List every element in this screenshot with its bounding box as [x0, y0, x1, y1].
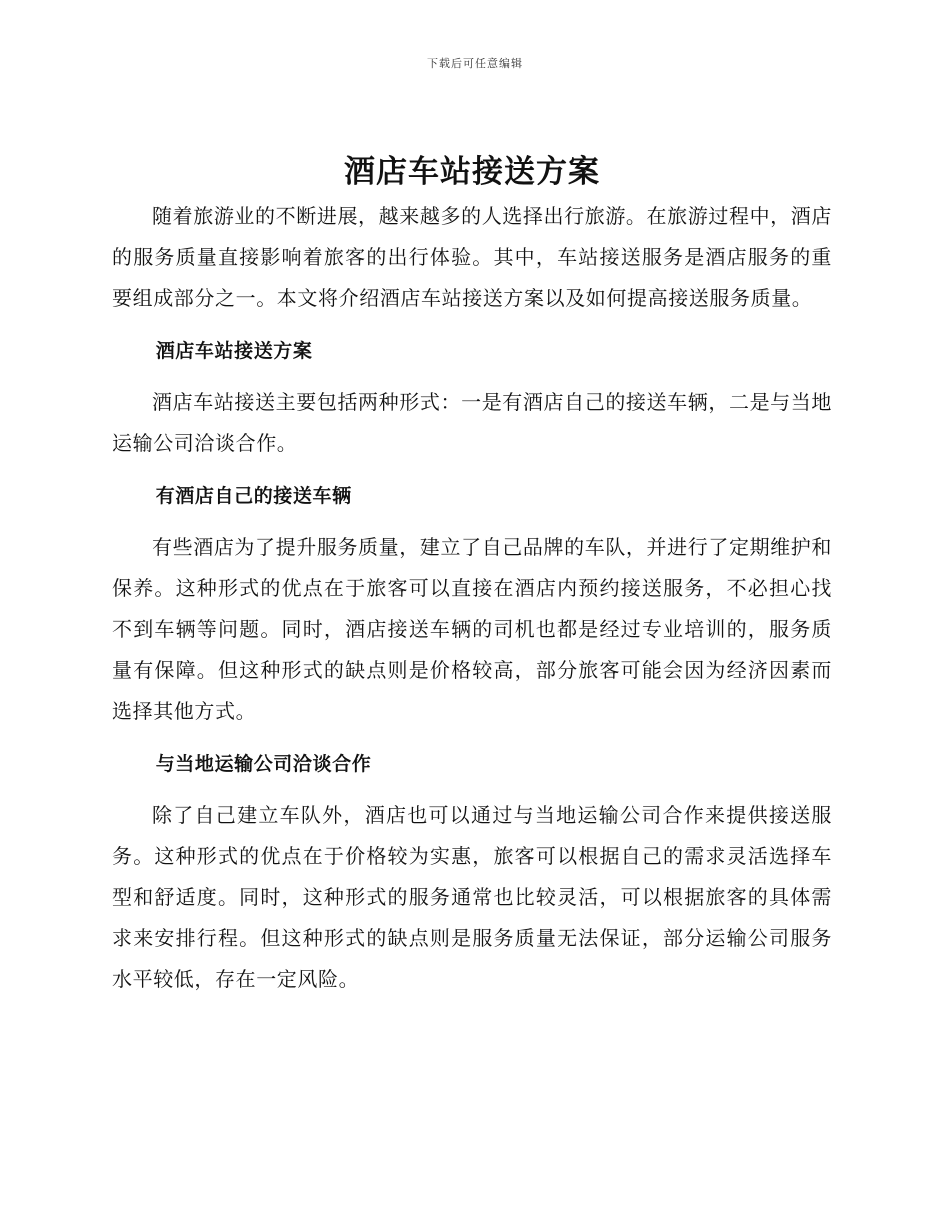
document-body	[112, 148, 832, 1000]
section-body-plan: 酒店车站接送主要包括两种形式：一是有酒店自己的接送车辆，二是与当地运输公司洽谈合作。	[112, 390, 832, 455]
intro-paragraph: 随着旅游业的不断进展，越来越多的人选择出行旅游。在旅游过程中，酒店的服务质量直接影响着旅客的出行体验。其中，车站接送服务是酒店服务的重要组成部分之一。本文将介绍酒店车站接送方案以及如何提高接送服务质量。	[112, 204, 832, 310]
section-heading-cooperation: 与当地运输公司洽谈合作	[155, 753, 372, 775]
section-body-own-vehicles: 有些酒店为了提升服务质量，建立了自己品牌的车队，并进行了定期维护和保养。这种形式的优点在于旅客可以直接在酒店内预约接送服务，不必担心找不到车辆等问题。同时，酒店接送车辆的司机也都是经过专业培训的，服务质量有保障。但这种形式的缺点则是价格较高，部分旅客可能会因为经济因素而选择其他方式。	[112, 535, 832, 723]
section-heading-own-vehicles: 有酒店自己的接送车辆	[155, 485, 352, 507]
document-title: 酒店车站接送方案	[344, 154, 600, 190]
section-body-cooperation: 除了自己建立车队外，酒店也可以通过与当地运输公司合作来提供接送服务。这种形式的优点在于价格较为实惠，旅客可以根据自己的需求灵活选择车型和舒适度。同时，这种形式的服务通常也比较灵活，可以根据旅客的具体需求来安排行程。但这种形式的缺点则是服务质量无法保证，部分运输公司服务水平较低，存在一定风险。	[112, 803, 832, 991]
header-note: 下载后可任意编辑	[427, 57, 523, 70]
section-heading-plan: 酒店车站接送方案	[155, 340, 313, 362]
